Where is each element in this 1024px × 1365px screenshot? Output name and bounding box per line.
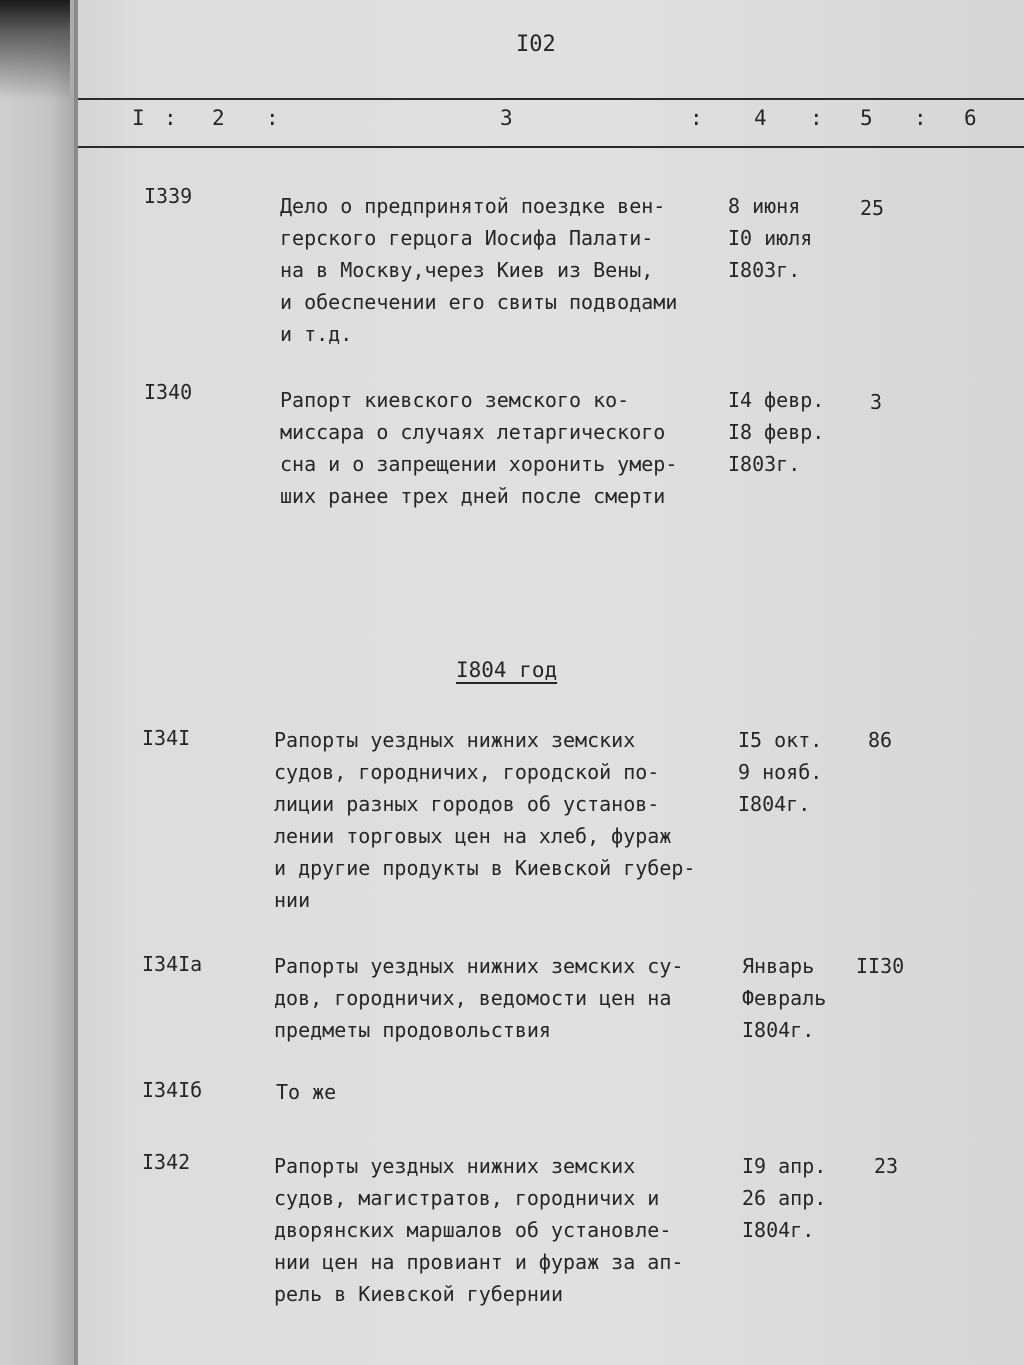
description-line: Рапорты уездных нижних земских bbox=[274, 728, 636, 752]
description-line: Рапорты уездных нижних земских bbox=[274, 1154, 636, 1178]
column-separator: : bbox=[810, 106, 823, 130]
entry-description bbox=[280, 384, 677, 512]
date-start: I9 апр. bbox=[742, 1154, 827, 1178]
entry-number: I340 bbox=[144, 380, 193, 404]
column-separator: : bbox=[914, 106, 927, 130]
date-end: I0 июля bbox=[728, 226, 813, 250]
entry-description bbox=[276, 1076, 336, 1108]
date-end: 26 апр. bbox=[742, 1186, 827, 1210]
description-line: То же bbox=[276, 1080, 337, 1104]
date-year: I803г. bbox=[728, 452, 801, 476]
date-end: Февраль bbox=[742, 986, 827, 1010]
section-heading: I804 год bbox=[456, 658, 558, 682]
entry-sheet-count: 3 bbox=[870, 390, 883, 414]
entry-number: I34Iа bbox=[142, 952, 203, 976]
description-line: нии цен на провиант и фураж за ап- bbox=[274, 1250, 684, 1274]
description-line: лиции разных городов об установ- bbox=[274, 792, 660, 816]
entry-dates bbox=[742, 1150, 826, 1246]
column-header-5: 5 bbox=[860, 106, 873, 130]
description-line: и обеспечении его свиты подводами bbox=[280, 290, 678, 314]
description-line: рель в Киевской губернии bbox=[274, 1282, 563, 1306]
date-year: I804г. bbox=[738, 792, 811, 816]
description-line: лении торговых цен на хлеб, фураж bbox=[274, 824, 672, 848]
entry-sheet-count: 86 bbox=[868, 728, 893, 752]
entry-sheet-count: 25 bbox=[860, 196, 885, 220]
column-separator: : bbox=[164, 106, 177, 130]
entry-description bbox=[280, 190, 677, 350]
description-line: судов, городничих, городской по- bbox=[274, 760, 660, 784]
date-year: I803г. bbox=[728, 258, 801, 282]
entry-number: I34Iб bbox=[142, 1078, 203, 1102]
column-separator: : bbox=[690, 106, 703, 130]
entry-dates bbox=[742, 950, 826, 1046]
description-line: Дело о предпринятой поездке вен- bbox=[280, 194, 666, 218]
entry-number: I342 bbox=[142, 1150, 191, 1174]
column-header-4: 4 bbox=[754, 106, 767, 130]
date-end: I8 февр. bbox=[728, 420, 825, 444]
page-number: I02 bbox=[516, 32, 556, 57]
description-line: и т.д. bbox=[280, 322, 353, 346]
description-line: сна и о запрещении хоронить умер- bbox=[280, 452, 678, 476]
description-line: судов, магистратов, городничих и bbox=[274, 1186, 660, 1210]
description-line: и другие продукты в Киевской губер- bbox=[274, 856, 696, 880]
entry-dates bbox=[728, 384, 824, 480]
column-header-2: 2 bbox=[212, 106, 225, 130]
date-start: I5 окт. bbox=[738, 728, 823, 752]
column-header-1: I bbox=[132, 106, 145, 130]
description-line: ших ранее трех дней после смерти bbox=[280, 484, 666, 508]
page-edge bbox=[74, 0, 78, 1365]
entry-description bbox=[274, 1150, 683, 1310]
entry-number: I339 bbox=[144, 184, 193, 208]
description-line: предметы продовольствия bbox=[274, 1018, 551, 1042]
date-start: 8 июня bbox=[728, 194, 801, 218]
entry-description bbox=[274, 724, 695, 916]
description-line: на в Москву,через Киев из Вены, bbox=[280, 258, 654, 282]
description-line: Рапорты уездных нижних земских су- bbox=[274, 954, 684, 978]
date-start: I4 февр. bbox=[728, 388, 825, 412]
date-end: 9 нояб. bbox=[738, 760, 823, 784]
column-header-6: 6 bbox=[964, 106, 977, 130]
entry-dates bbox=[728, 190, 812, 286]
entry-dates bbox=[738, 724, 822, 820]
date-year: I804г. bbox=[742, 1218, 815, 1242]
column-separator: : bbox=[266, 106, 279, 130]
description-line: герского герцога Иосифа Палати- bbox=[280, 226, 654, 250]
description-line: миссара о случаях летаргического bbox=[280, 420, 666, 444]
description-line: Рапорт киевского земского ко- bbox=[280, 388, 630, 412]
book-gutter bbox=[0, 0, 78, 1365]
entry-description bbox=[274, 950, 683, 1046]
entry-sheet-count: II30 bbox=[856, 954, 905, 978]
table-header-bottom-rule bbox=[78, 146, 1024, 148]
entry-sheet-count: 23 bbox=[874, 1154, 899, 1178]
date-start: Январь bbox=[742, 954, 815, 978]
gutter-shadow bbox=[0, 0, 70, 100]
date-year: I804г. bbox=[742, 1018, 815, 1042]
table-header-top-rule bbox=[78, 98, 1024, 100]
entry-number: I34I bbox=[142, 726, 191, 750]
description-line: дов, городничих, ведомости цен на bbox=[274, 986, 672, 1010]
column-header-3: 3 bbox=[500, 106, 513, 130]
description-line: нии bbox=[274, 888, 311, 912]
description-line: дворянских маршалов об установле- bbox=[274, 1218, 672, 1242]
